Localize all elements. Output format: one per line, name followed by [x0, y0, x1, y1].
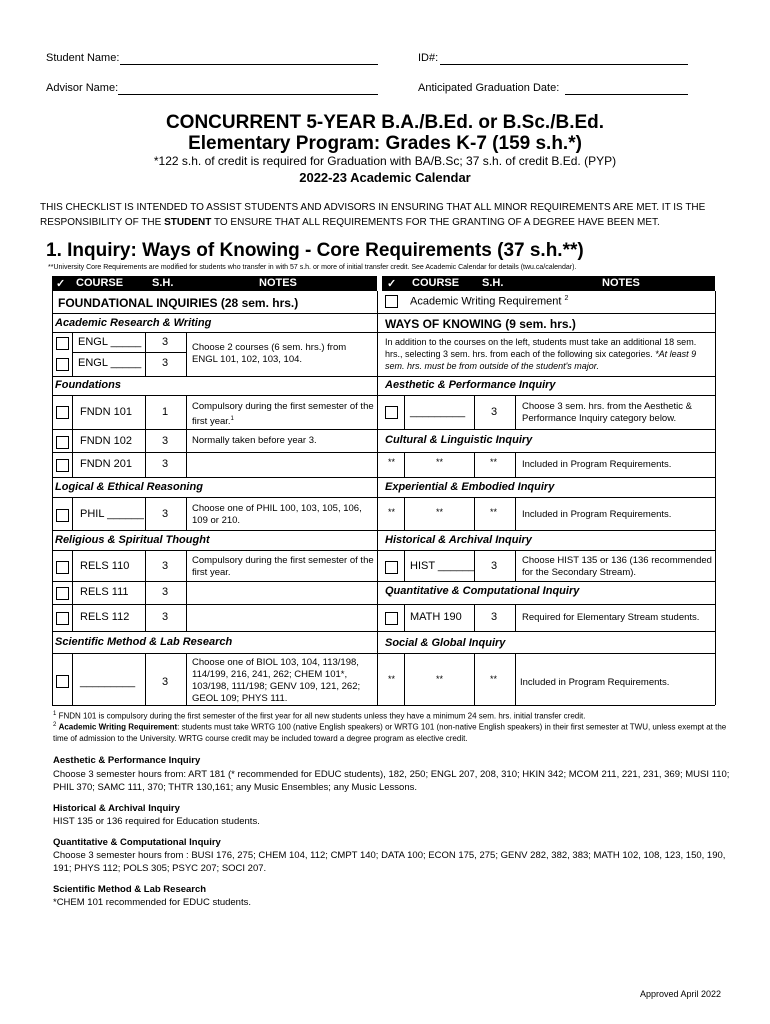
rels-110-sh: 3 [162, 560, 169, 572]
rels-111-sh: 3 [162, 586, 169, 598]
fndn-102-sh: 3 [162, 435, 169, 447]
math-note: Required for Elementary Stream students. [522, 612, 700, 623]
rels-112-sh: 3 [162, 611, 169, 623]
category-academic-research: Academic Research & Writing [55, 317, 212, 329]
cultural-note: Included in Program Requirements. [522, 459, 672, 470]
engl-1-sh: 3 [162, 336, 169, 348]
title-line-3: *122 s.h. of credit is required for Graduation with BA/B.Sc; 37 s.h. of credit B.Ed. (PYP) [153, 154, 617, 168]
student-name-label: Student Name: [46, 52, 120, 64]
bottom-aesthetic-text: Choose 3 semester hours from: ART 181 (* recommended for EDUC students), 182, 250; ENGL 207, 208, 310; HKIN 342; MCOM 211, 221, 231, 369; MUSI 110; PHIL 370; SAMC 111, 370; THTR 130,161; any Music Ensembles; any Music Lessons. [53, 769, 730, 793]
bottom-quantitative-text: Choose 3 semester hours from : BUSI 176, 275; CHEM 104, 112; CMPT 140; DATA 100; ECON 175, 275; GENV 282, 382, 383; MATH 102, 108, 123, 150, 190, 191; PHYS 112; POLS 305; PSYC 207; SOCI 207. [53, 850, 726, 874]
phil-sh: 3 [162, 508, 169, 520]
intro-paragraph: THIS CHECKLIST IS INTENDED TO ASSIST STUDENTS AND ADVISORS IN ENSURING THAT ALL MINOR REQUIREMENTS ARE MET. IT IS THE RESPONSIBILITY OF THE STUDENT TO ENSURE THAT ALL REQUIREMENTS FOR THE GRANTING OF A DEGREE HAVE BEEN MET. [40, 202, 706, 228]
section-1-note: **University Core Requirements are modified for students who transfer in with 57 s.h. or more of initial transfer credit. See Academic Calendar for details (twu.ca/calendar). [48, 264, 577, 271]
ways-of-knowing-title: WAYS OF KNOWING (9 sem. hrs.) [385, 317, 576, 331]
rels-110-checkbox[interactable] [56, 561, 69, 574]
category-scientific-method: Scientific Method & Lab Research [55, 636, 233, 648]
wok-note: In addition to the courses on the left, students must take an additional 18 sem. hrs., selecting 3 sem. hrs. from each of the following six categories. *At least 9 sem. hrs. must be from outside of the student's major. [385, 337, 697, 371]
check-icon: ✓ [56, 278, 66, 290]
math-sh: 3 [491, 611, 498, 623]
rels-111-course: RELS 111 [80, 586, 129, 598]
engl-1-course: ENGL _____ [78, 336, 142, 348]
bottom-scientific-text: *CHEM 101 recommended for EDUC students. [53, 897, 251, 908]
fndn-101-checkbox[interactable] [56, 406, 69, 419]
title-line-4: 2022-23 Academic Calendar [299, 170, 471, 185]
grad-date-field[interactable] [565, 94, 688, 95]
phil-note: Choose one of PHIL 100, 103, 105, 106, 109 or 210. [192, 503, 362, 526]
student-name-field[interactable] [120, 64, 378, 65]
category-social: Social & Global Inquiry [385, 637, 506, 649]
fndn-201-checkbox[interactable] [56, 459, 69, 472]
bottom-historical-text: HIST 135 or 136 required for Education students. [53, 816, 260, 827]
math-checkbox[interactable] [385, 612, 398, 625]
phil-course: PHIL ______ [80, 508, 144, 520]
id-field[interactable] [440, 64, 688, 65]
hist-checkbox[interactable] [385, 561, 398, 574]
category-experiential: Experiential & Embodied Inquiry [385, 481, 555, 493]
section-1-heading: 1. Inquiry: Ways of Knowing - Core Requirements (37 s.h.**) [46, 240, 584, 261]
fndn-102-course: FNDN 102 [80, 435, 132, 447]
category-religious-spiritual: Religious & Spiritual Thought [55, 534, 210, 546]
fndn-101-note: Compulsory during the first semester of the first year.$^1$ [192, 401, 374, 428]
hist-sh: 3 [491, 560, 498, 572]
science-checkbox[interactable] [56, 675, 69, 688]
rels-110-course: RELS 110 [80, 560, 130, 572]
rels-111-checkbox[interactable] [56, 587, 69, 600]
engl-note: Choose 2 courses (6 sem. hrs.) from ENGL 101, 102, 103, 104. [192, 342, 347, 365]
awr-label: Academic Writing Requirement $^2$ [410, 295, 569, 308]
engl-1-checkbox[interactable] [56, 337, 69, 350]
rels-112-checkbox[interactable] [56, 612, 69, 625]
title-line-1: CONCURRENT 5-YEAR B.A./B.Ed. or B.Sc./B.Ed. [165, 112, 605, 133]
rels-112-course: RELS 112 [80, 611, 130, 623]
engl-2-sh: 3 [162, 357, 169, 369]
category-cultural: Cultural & Linguistic Inquiry [385, 434, 533, 446]
awr-checkbox[interactable] [385, 295, 398, 308]
aesthetic-note: Choose 3 sem. hrs. from the Aesthetic & Performance Inquiry category below. [522, 401, 693, 424]
category-quantitative: Quantitative & Computational Inquiry [385, 585, 580, 597]
category-foundations: Foundations [55, 379, 121, 391]
category-aesthetic: Aesthetic & Performance Inquiry [385, 379, 556, 391]
math-course: MATH 190 [410, 611, 462, 623]
aesthetic-checkbox[interactable] [385, 406, 398, 419]
check-icon: ✓ [387, 278, 397, 290]
foundational-inquiries-title: FOUNDATIONAL INQUIRIES (28 sem. hrs.) [58, 296, 299, 310]
fndn-201-sh: 3 [162, 458, 169, 470]
experiential-note: Included in Program Requirements. [522, 509, 672, 520]
category-historical: Historical & Archival Inquiry [385, 534, 532, 546]
fndn-101-sh: 1 [162, 406, 169, 418]
right-table-header: ✓ COURSE S.H. NOTES [382, 276, 715, 291]
social-note: Included in Program Requirements. [520, 677, 670, 688]
bottom-historical-heading: Historical & Archival Inquiry [53, 803, 180, 814]
footnote-2: $^2$ Academic Writing Requirement: students must take WRTG 100 (native English speakers) or WRTG 101 (non-native English speakers) in their first semester at TWU, unless exempt at the time of admission to the University. WRTG course credit may be included toward a degree program as elective credit. [53, 722, 727, 743]
engl-2-course: ENGL _____ [78, 357, 142, 369]
science-sh: 3 [162, 676, 169, 688]
fndn-102-checkbox[interactable] [56, 436, 69, 449]
bottom-quantitative-heading: Quantitative & Computational Inquiry [53, 837, 221, 848]
grad-date-label: Anticipated Graduation Date: [418, 82, 560, 94]
title-line-2: Elementary Program: Grades K-7 (159 s.h.*) [188, 133, 582, 154]
engl-2-checkbox[interactable] [56, 358, 69, 371]
aesthetic-sh: 3 [491, 406, 498, 418]
hist-course: HIST ______ [410, 560, 475, 572]
category-logical-ethical: Logical & Ethical Reasoning [55, 481, 203, 493]
footnote-1: $^1$ FNDN 101 is compulsory during the first semester of the first year for all new students unless they have a minimum 24 sem. hrs. initial transfer credit. [53, 711, 586, 721]
left-table-header: ✓ COURSE S.H. NOTES [52, 276, 377, 291]
fndn-201-course: FNDN 201 [80, 458, 132, 470]
science-course: _________ [80, 676, 136, 688]
fndn-101-course: FNDN 101 [80, 406, 132, 418]
rels-110-note: Compulsory during the first semester of the first year. [192, 555, 374, 578]
bottom-scientific-heading: Scientific Method & Lab Research [53, 884, 207, 895]
advisor-name-field[interactable] [118, 94, 378, 95]
hist-note: Choose HIST 135 or 136 (136 recommended for the Secondary Stream). [522, 555, 712, 578]
fndn-102-note: Normally taken before year 3. [192, 435, 317, 446]
aesthetic-course: _________ [410, 406, 466, 418]
phil-checkbox[interactable] [56, 509, 69, 522]
advisor-name-label: Advisor Name: [46, 82, 119, 94]
science-note: Choose one of BIOL 103, 104, 113/198, 114/199, 216, 241, 262; CHEM 101*, 103/198, 111/198; GENV 109, 121, 262; GEOL 109; PHYS 111. [192, 657, 361, 704]
bottom-aesthetic-heading: Aesthetic & Performance Inquiry [53, 755, 201, 766]
id-label: ID#: [418, 52, 439, 64]
approved-date: Approved April 2022 [640, 989, 722, 999]
